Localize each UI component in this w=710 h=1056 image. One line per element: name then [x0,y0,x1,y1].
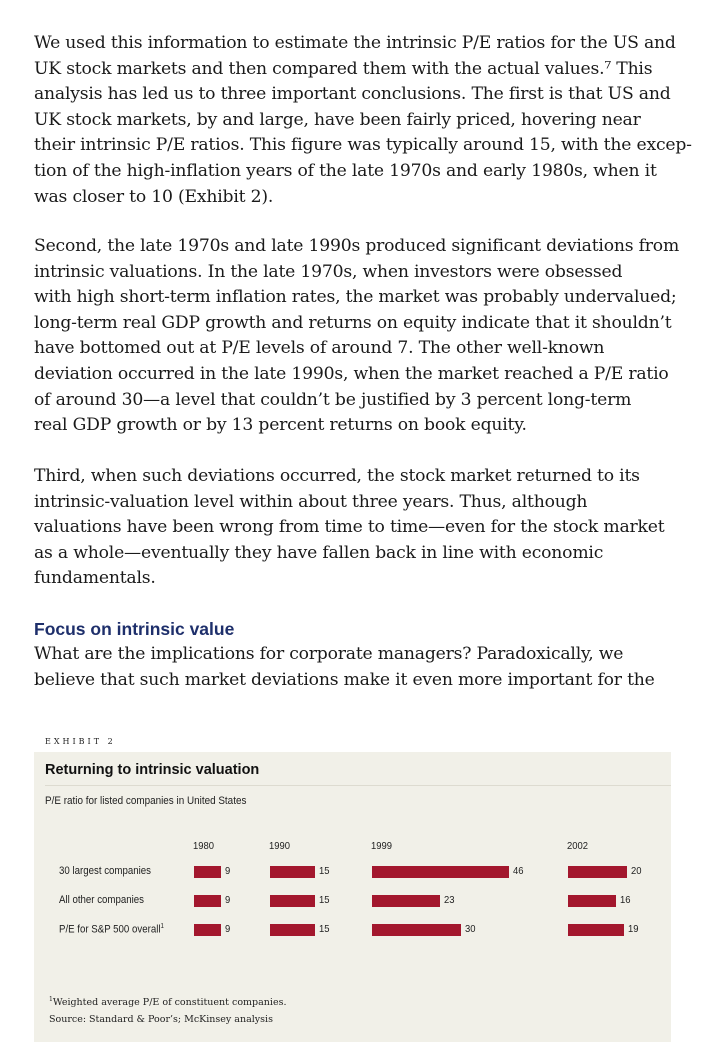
text-line: deviation occurred in the late 1990s, when the market reached a P/E ratio [34,363,669,384]
footnote-text: Weighted average P/E of constituent companies. [52,997,287,1009]
text-line: UK stock markets, by and large, have been fairly priced, hovering near [34,109,641,130]
category-label: P/E for S&P 500 overall$^1$ [59,923,164,936]
text-line: What are the implications for corporate managers? Paradoxically, we [34,644,624,664]
bar-1980-2 [194,924,221,936]
section-heading: Focus on intrinsic value [34,619,235,639]
year-label: 2002 [567,840,589,852]
footnote-marker: 1 [160,923,164,930]
year-label: 1999 [371,840,393,852]
text-line: long-term real GDP growth and returns on equity indicate that it shouldn’t [34,312,672,333]
text-line: as a whole—eventually they have fallen back in line with economic [34,542,604,563]
exhibit-subtitle: P/E ratio for listed companies in United States [45,795,247,807]
text-line: Second, the late 1970s and late 1990s produced significant deviations from [34,236,680,256]
bar-1990-1 [270,895,315,907]
text-line: Third, when such deviations occurred, the stock market returned to its [34,466,640,486]
data-label: 9 [224,894,230,906]
text-line: intrinsic-valuation level within about three years. Thus, although [34,491,588,512]
data-label: 30 [465,923,476,935]
text-line: of around 30—a level that couldn’t be justified by 3 percent long-term [34,389,632,410]
body-paragraph-2 [34,234,680,439]
exhibit-title: Returning to intrinsic valuation [45,762,260,778]
bar-1999-0 [372,866,509,878]
data-label: 15 [318,865,330,877]
text-line: intrinsic valuations. In the late 1970s, when investors were obsessed [34,261,623,282]
exhibit-label: EXHIBIT 2 [45,737,116,746]
data-label: 16 [619,894,631,906]
bar-1990-2 [270,924,315,936]
body-paragraph-1 [34,31,692,210]
text-line: real GDP growth or by 13 percent returns on book equity. [34,415,527,436]
text-line: with high short-term inflation rates, the market was probably undervalued; [34,287,677,308]
data-label: 23 [444,894,455,906]
data-label: 19 [628,923,639,935]
footnote-marker: 1 [49,996,53,1003]
category-label: 30 largest companies [59,865,152,877]
bar-2002-2 [568,924,624,936]
text-line: valuations have been wrong from time to time—even for the stock market [34,517,665,538]
data-label: 9 [224,923,230,935]
category-label: All other companies [59,894,145,906]
data-label: 9 [224,865,230,877]
bar-2002-0 [568,866,627,878]
text-line: believe that such market deviations make it even more important for the [34,669,655,690]
text-line: UK stock markets and then compared them with the actual values.⁷ This [34,58,653,79]
text-line: was closer to 10 (Exhibit 2). [34,186,274,207]
data-label: 15 [318,894,330,906]
bar-2002-1 [568,895,616,907]
exhibit-footnote [49,996,286,1008]
text-line: analysis has led us to three important conclusions. The first is that US and [34,84,671,105]
data-label: 15 [318,923,330,935]
text-line: tion of the high-inflation years of the late 1970s and early 1980s, when it [34,160,657,181]
year-label: 1980 [193,840,215,852]
text-line: fundamentals. [34,568,156,589]
text-line: have bottomed out at P/E levels of around 7. The other well-known [34,338,605,359]
data-label: 46 [512,865,524,877]
text-line: their intrinsic P/E ratios. This figure was typically around 15, with the excep- [34,135,692,156]
data-label: 20 [631,865,642,877]
exhibit-panel [34,752,671,1042]
bar-1990-0 [270,866,315,878]
text-line: We used this information to estimate the intrinsic P/E ratios for the US and [34,33,676,53]
exhibit-source: Source: Standard & Poor’s; McKinsey analysis [49,1014,273,1025]
bar-1980-1 [194,895,221,907]
bar-1980-0 [194,866,221,878]
bar-1999-1 [372,895,440,907]
bar-1999-2 [372,924,461,936]
body-paragraph-4 [34,642,674,693]
year-label: 1990 [269,840,291,852]
body-paragraph-3 [34,464,674,592]
